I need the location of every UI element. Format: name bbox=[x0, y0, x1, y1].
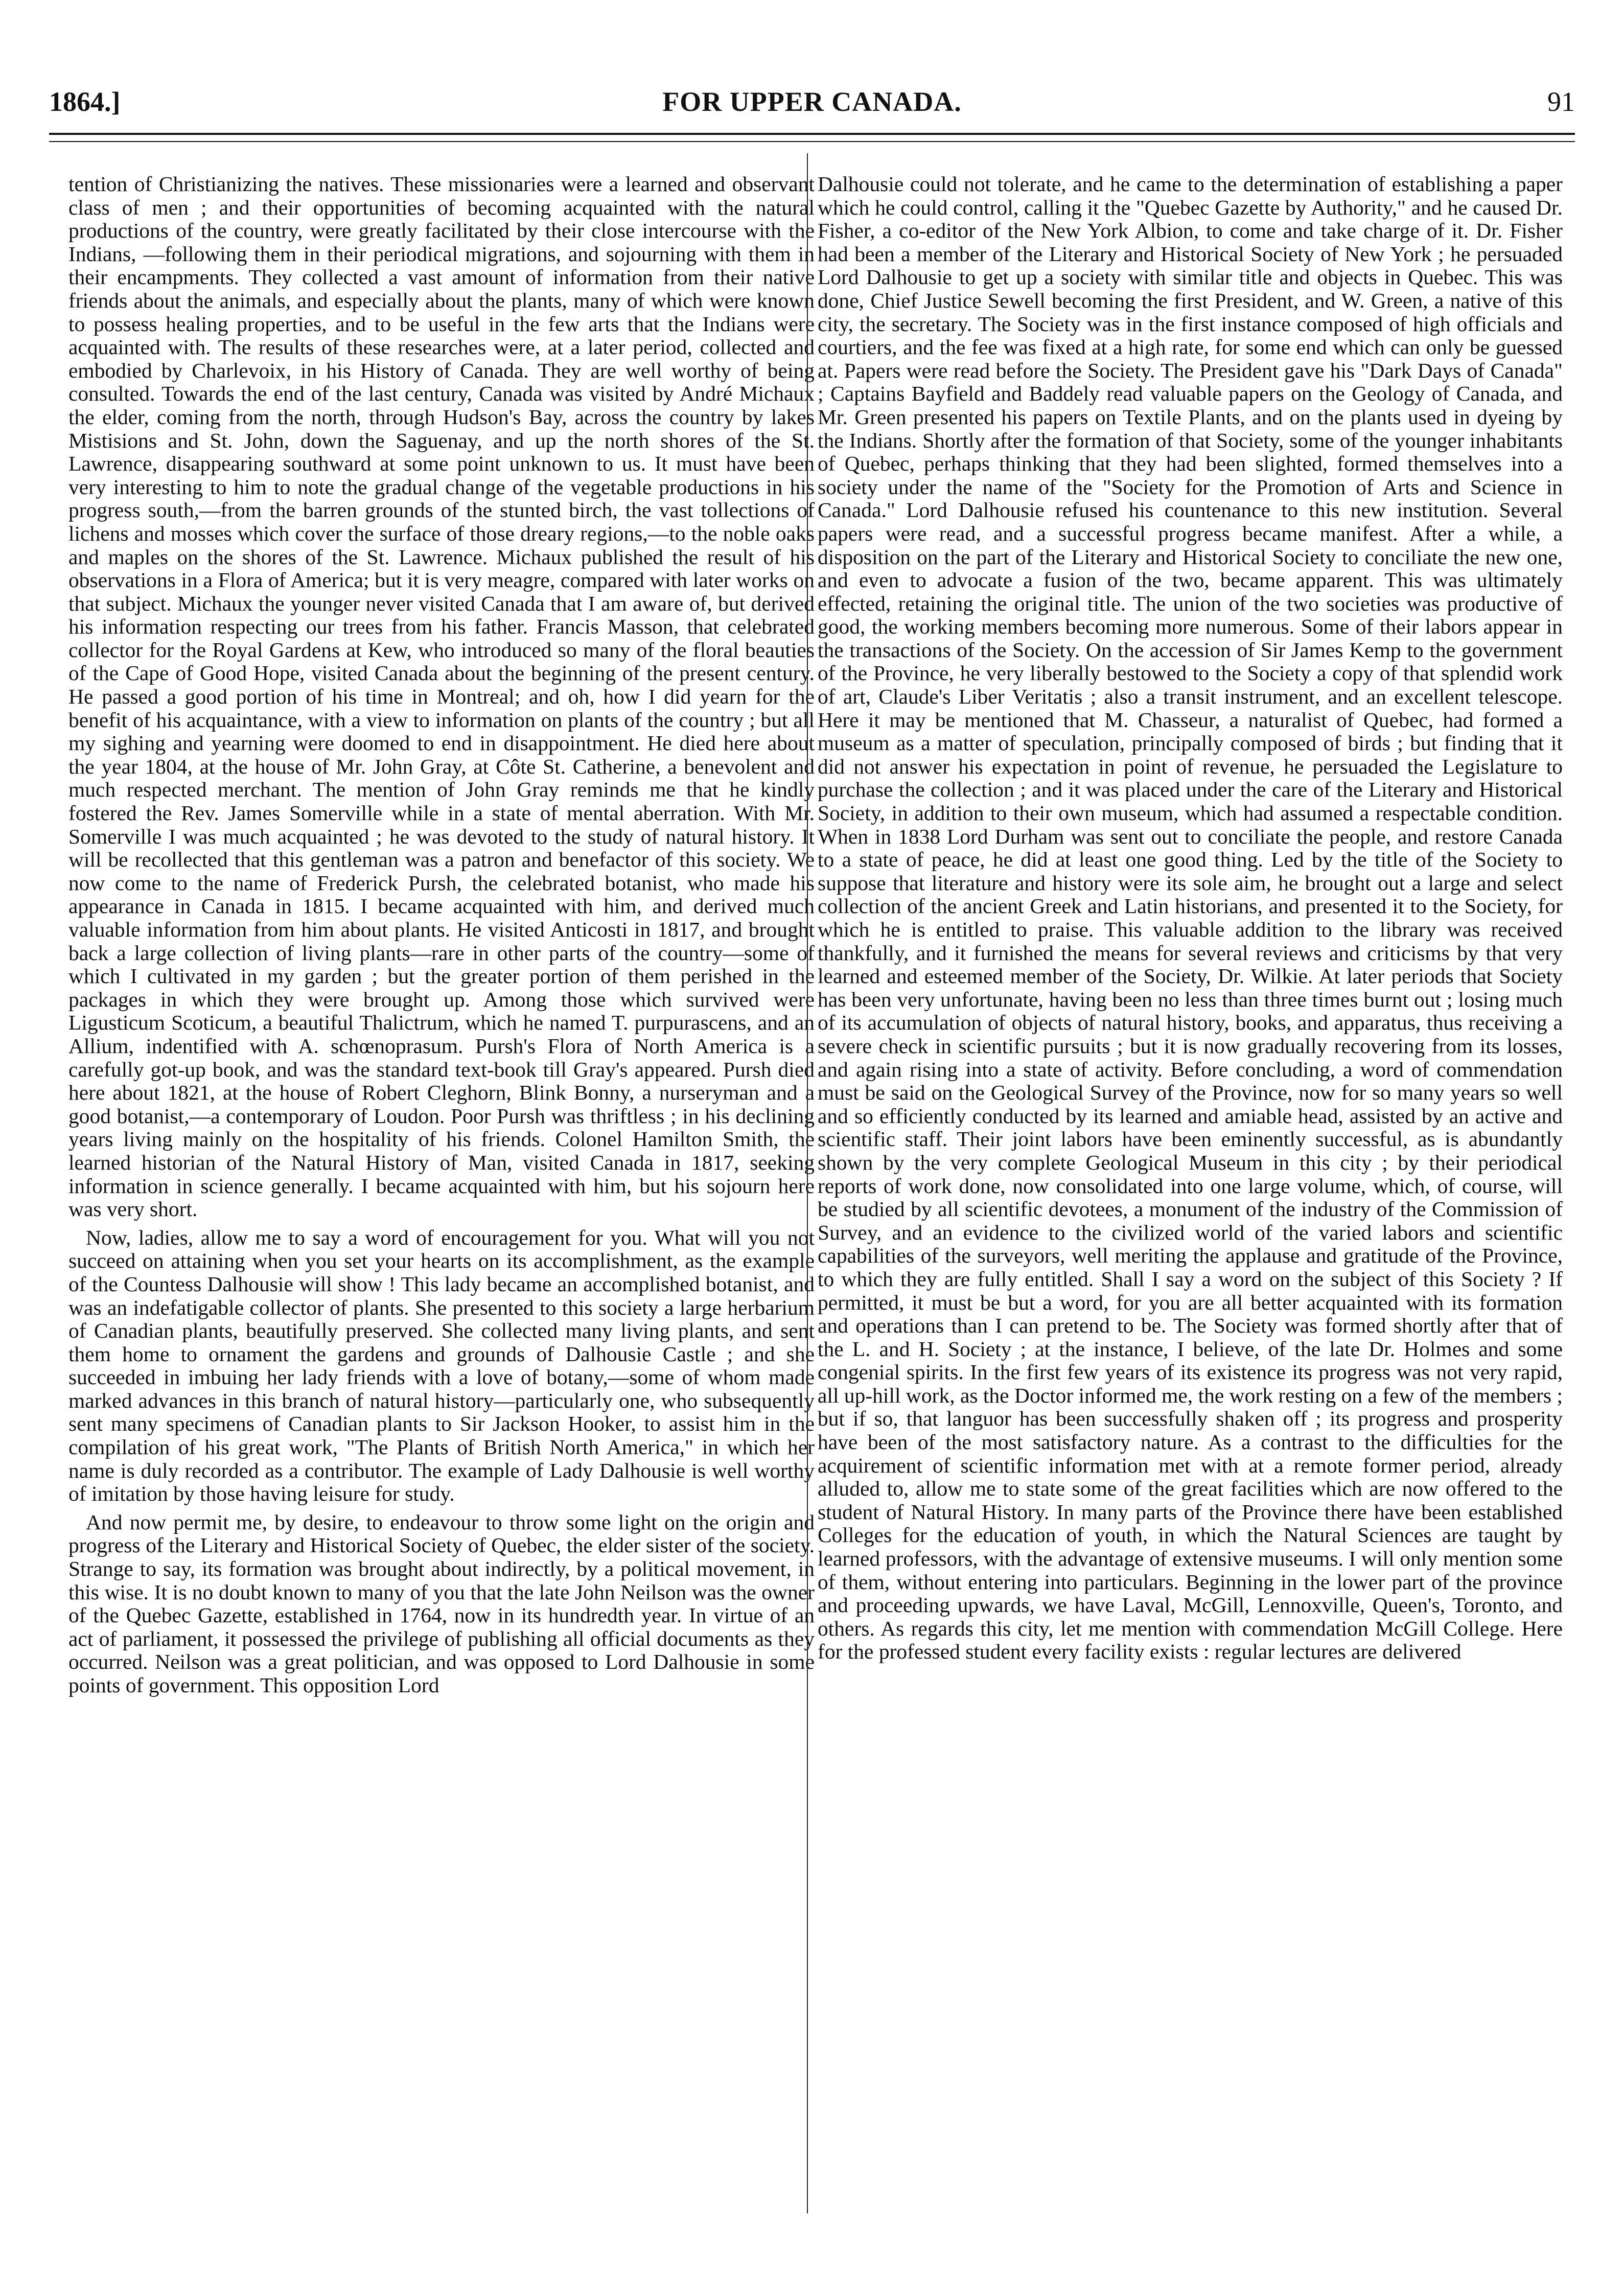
paragraph: Dalhousie could not tolerate, and he came to the determination of establishing a paper which he could control, calling it the "Quebec Gazette by Authority," and he caused Dr. Fisher, a co-editor of the New York Albion, to come and take charge of it. Dr. Fisher had been a member of the Literary and Historical Society of New York ; he persuaded Lord Dalhousie to get up a society with similar title and objects in Quebec. This was done, Chief Justice Sewell becoming the first President, and W. Green, a native of this city, the secretary. The Society was in the first instance composed of high officials and courtiers, and the fee was fixed at a high rate, for some end which can only be guessed at. Papers were read before the Society. The President gave his "Dark Days of Canada" ; Captains Bayfield and Baddely read valuable papers on the Geology of Canada, and Mr. Green presented his papers on Textile Plants, and on the plants used in dyeing by the Indians. Shortly after the formation of that Society, some of the younger inhabitants of Quebec, perhaps thinking that they had been slighted, formed themselves into a society under the name of the "Society for the Promotion of Arts and Science in Canada." Lord Dalhousie refused his countenance to this new institution. Several papers were read, and a successful progress became manifest. After a while, a disposition on the part of the Literary and Historical Society to conciliate the new one, and even to advocate a fusion of the two, became apparent. This was ultimately effected, retaining the original title. The union of the two societies was productive of good, the working members becoming more numerous. Some of their labors appear in the transactions of the Society. On the accession of Sir James Kemp to the government of the Province, he very liberally bestowed to the Society a copy of that splendid work of art, Claude's Liber Veritatis ; also a transit instrument, and an excellent telescope. Here it may be mentioned that M. Chasseur, a naturalist of Quebec, had formed a museum as a matter of speculation, principally composed of birds ; but finding that it did not answer his expectation in point of revenue, he persuaded the Legislature to purchase the collection ; and it was placed under the care of the Literary and Historical Society, in addition to their own museum, which had assumed a respectable condition. When in 1838 Lord Durham was sent out to conciliate the people, and restore Canada to a state of peace, he did at least one good thing. Led by the title of the Society to suppose that literature and history were its sole aim, he brought out a large and select collection of the ancient Greek and Latin historians, and presented it to the Society, for which he is entitled to praise. This valuable addition to the library was received thankfully, and it furnished the means for several reviews and criticisms by that very learned and esteemed member of the Society, Dr. Wilkie. At later periods that Society has been very unfortunate, having been no less than three times burnt out ; losing much of its accumulation of objects of natural history, books, and apparatus, thus receiving a severe check in scientific pursuits ; but it is now gradually recovering from its losses, and again rising into a state of activity. Before concluding, a word of commendation must be said on the Geological Survey of the Province, now for so many years so well and so efficiently conducted by its learned and amiable head, assisted by an active and scientific staff. Their joint labors have been eminently successful, as is abundantly shown by the very complete Geological Museum in this city ; by their periodical reports of work done, now consolidated into one large volume, which, of course, will be studied by all scientific devotees, a monument of the industry of the Commission of Survey, and an evidence to the civilized world of the varied labors and scientific capabilities of the surveyors, well meriting the applause and gratitude of the Province, to which they are fully entitled. Shall I say a word on the subject of this Society ? If permitted, it must be but a word, for you are all better acquainted with its formation and operations than I can pretend to be. The Society was formed shortly after that of the L. and H. Society ; at the instance, I believe, of the late Dr. Holmes and some congenial spirits. In the first few years of its existence its progress was not very rapid, all up-hill work, as the Doctor informed me, the work resting on a few of the members ; but if so, that languor has been successfully shaken off ; its progress and prosperity have been of the most satisfactory nature. As a contrast to the difficulties for the acquirement of scientific information met with at a remote former period, already alluded to, allow me to state some of the great facilities which are now offered to the student of Natural History. In many parts of the Province there have been established Colleges for the education of youth, in which the Natural Sciences are taught by learned professors, with the advantage of extensive museums. I will only mention some of them, without entering into particulars. Beginning in the lower part of the province and proceeding upwards, we have Laval, McGill, Lennoxville, Queen's, Toronto, and others. As regards this city, let me mention with commendation McGill College. Here for the professed student every facility exists : regular lectures are delivered bbox=[818, 172, 1563, 1664]
paragraph: tention of Christianizing the natives. These missionaries were a learned and observant class of men ; and their opportunities of becoming acquainted with the natural productions of the country, were greatly facilitated by their close intercourse with the Indians, —following them in their periodical migrations, and sojourning with them in their encampments. They collected a vast amount of information from their native friends about the animals, and especially about the plants, many of which were known to possess healing properties, and to be useful in the few arts that the Indians were acquainted with. The results of these researches were, at a later period, collected and embodied by Charlevoix, in his History of Canada. They are well worthy of being consulted. Towards the end of the last century, Canada was visited by André Michaux the elder, coming from the north, through Hudson's Bay, across the country by lakes Mistisions and St. John, down the Saguenay, and up the north shores of the St. Lawrence, disappearing southward at some point unknown to us. It must have been very interesting to him to note the gradual change of the vegetable productions in his progress south,—from the barren grounds of the stunted birch, the vast tollections of lichens and mosses which cover the surface of those dreary regions,—to the noble oaks and maples on the shores of the St. Lawrence. Michaux published the result of his observations in a Flora of America; but it is very meagre, compared with later works on that subject. Michaux the younger never visited Canada that I am aware of, but derived his information respecting our trees from his father. Francis Masson, that celebrated collector for the Royal Gardens at Kew, who introduced so many of the floral beauties of the Cape of Good Hope, visited Canada about the beginning of the present century. He passed a good portion of his time in Montreal; and oh, how I did yearn for the benefit of his acquaintance, with a view to information on plants of the country ; but all my sighing and yearning were doomed to end in disappointment. He died here about the year 1804, at the house of Mr. John Gray, at Côte St. Catherine, a benevolent and much respected merchant. The mention of John Gray reminds me that he kindly fostered the Rev. James Somerville while in a state of mental aberration. With Mr. Somerville I was much acquainted ; he was devoted to the study of natural history. It will be recollected that this gentleman was a patron and benefactor of this society. We now come to the name of Frederick Pursh, the celebrated botanist, who made his appearance in Canada in 1815. I became acquainted with him, and derived much valuable information from him about plants. He visited Anticosti in 1817, and brought back a large collection of living plants—rare in other parts of the country—some of which I cultivated in my garden ; but the greater portion of them perished in the packages in which they were brought up. Among those which survived were Ligusticum Scoticum, a beautiful Thalictrum, which he named T. purpurascens, and an Allium, indentified with A. schœnoprasum. Pursh's Flora of North America is a carefully got-up book, and was the standard text-book till Gray's appeared. Pursh died here about 1821, at the house of Robert Cleghorn, Blink Bonny, a nurseryman and a good botanist,—a contemporary of Loudon. Poor Pursh was thriftless ; in his declining years living mainly on the hospitality of his friends. Colonel Hamilton Smith, the learned historian of the Natural History of Man, visited Canada in 1817, seeking information in science generally. I became acquainted with him, but his sojourn here was very short. bbox=[68, 172, 815, 1221]
column-divider bbox=[807, 153, 808, 2213]
paragraph: Now, ladies, allow me to say a word of encouragement for you. What will you not succeed on attaining when you set your hearts on its accomplishment, as the example of the Countess Dalhousie will show ! This lady became an accomplished botanist, and was an indefatigable collector of plants. She presented to this society a large herbarium of Canadian plants, beautifully preserved. She collected many living plants, and sent them home to ornament the gardens and grounds of Dalhousie Castle ; and she succeeded in imbuing her lady friends with a love of botany,—some of whom made marked advances in this branch of natural history—particularly one, who subsequently sent many specimens of Canadian plants to Sir Jackson Hooker, to assist him in the compilation of his great work, "The Plants of British North America," in which her name is duly recorded as a contributor. The example of Lady Dalhousie is well worthy of imitation by those having leisure for study. bbox=[68, 1225, 815, 1506]
header-year: 1864.] bbox=[49, 86, 121, 117]
page-number: 91 bbox=[1547, 86, 1575, 117]
header-rule-thin bbox=[49, 141, 1575, 142]
header-title: FOR UPPER CANADA. bbox=[662, 86, 962, 117]
running-header bbox=[49, 86, 1575, 127]
left-column bbox=[68, 173, 815, 1697]
header-rule bbox=[49, 133, 1575, 135]
paragraph: And now permit me, by desire, to endeavour to throw some light on the origin and progress of the Literary and Historical Society of Quebec, the elder sister of the society. Strange to say, its formation was brought about indirectly, by a political movement, in this wise. It is no doubt known to many of you that the late John Neilson was the owner of the Quebec Gazette, established in 1764, now in its hundredth year. In virtue of an act of parliament, it possessed the privilege of publishing all official documents as they occurred. Neilson was a great politician, and was opposed to Lord Dalhousie in some points of government. This opposition Lord bbox=[68, 1510, 815, 1697]
right-column bbox=[818, 173, 1563, 1664]
